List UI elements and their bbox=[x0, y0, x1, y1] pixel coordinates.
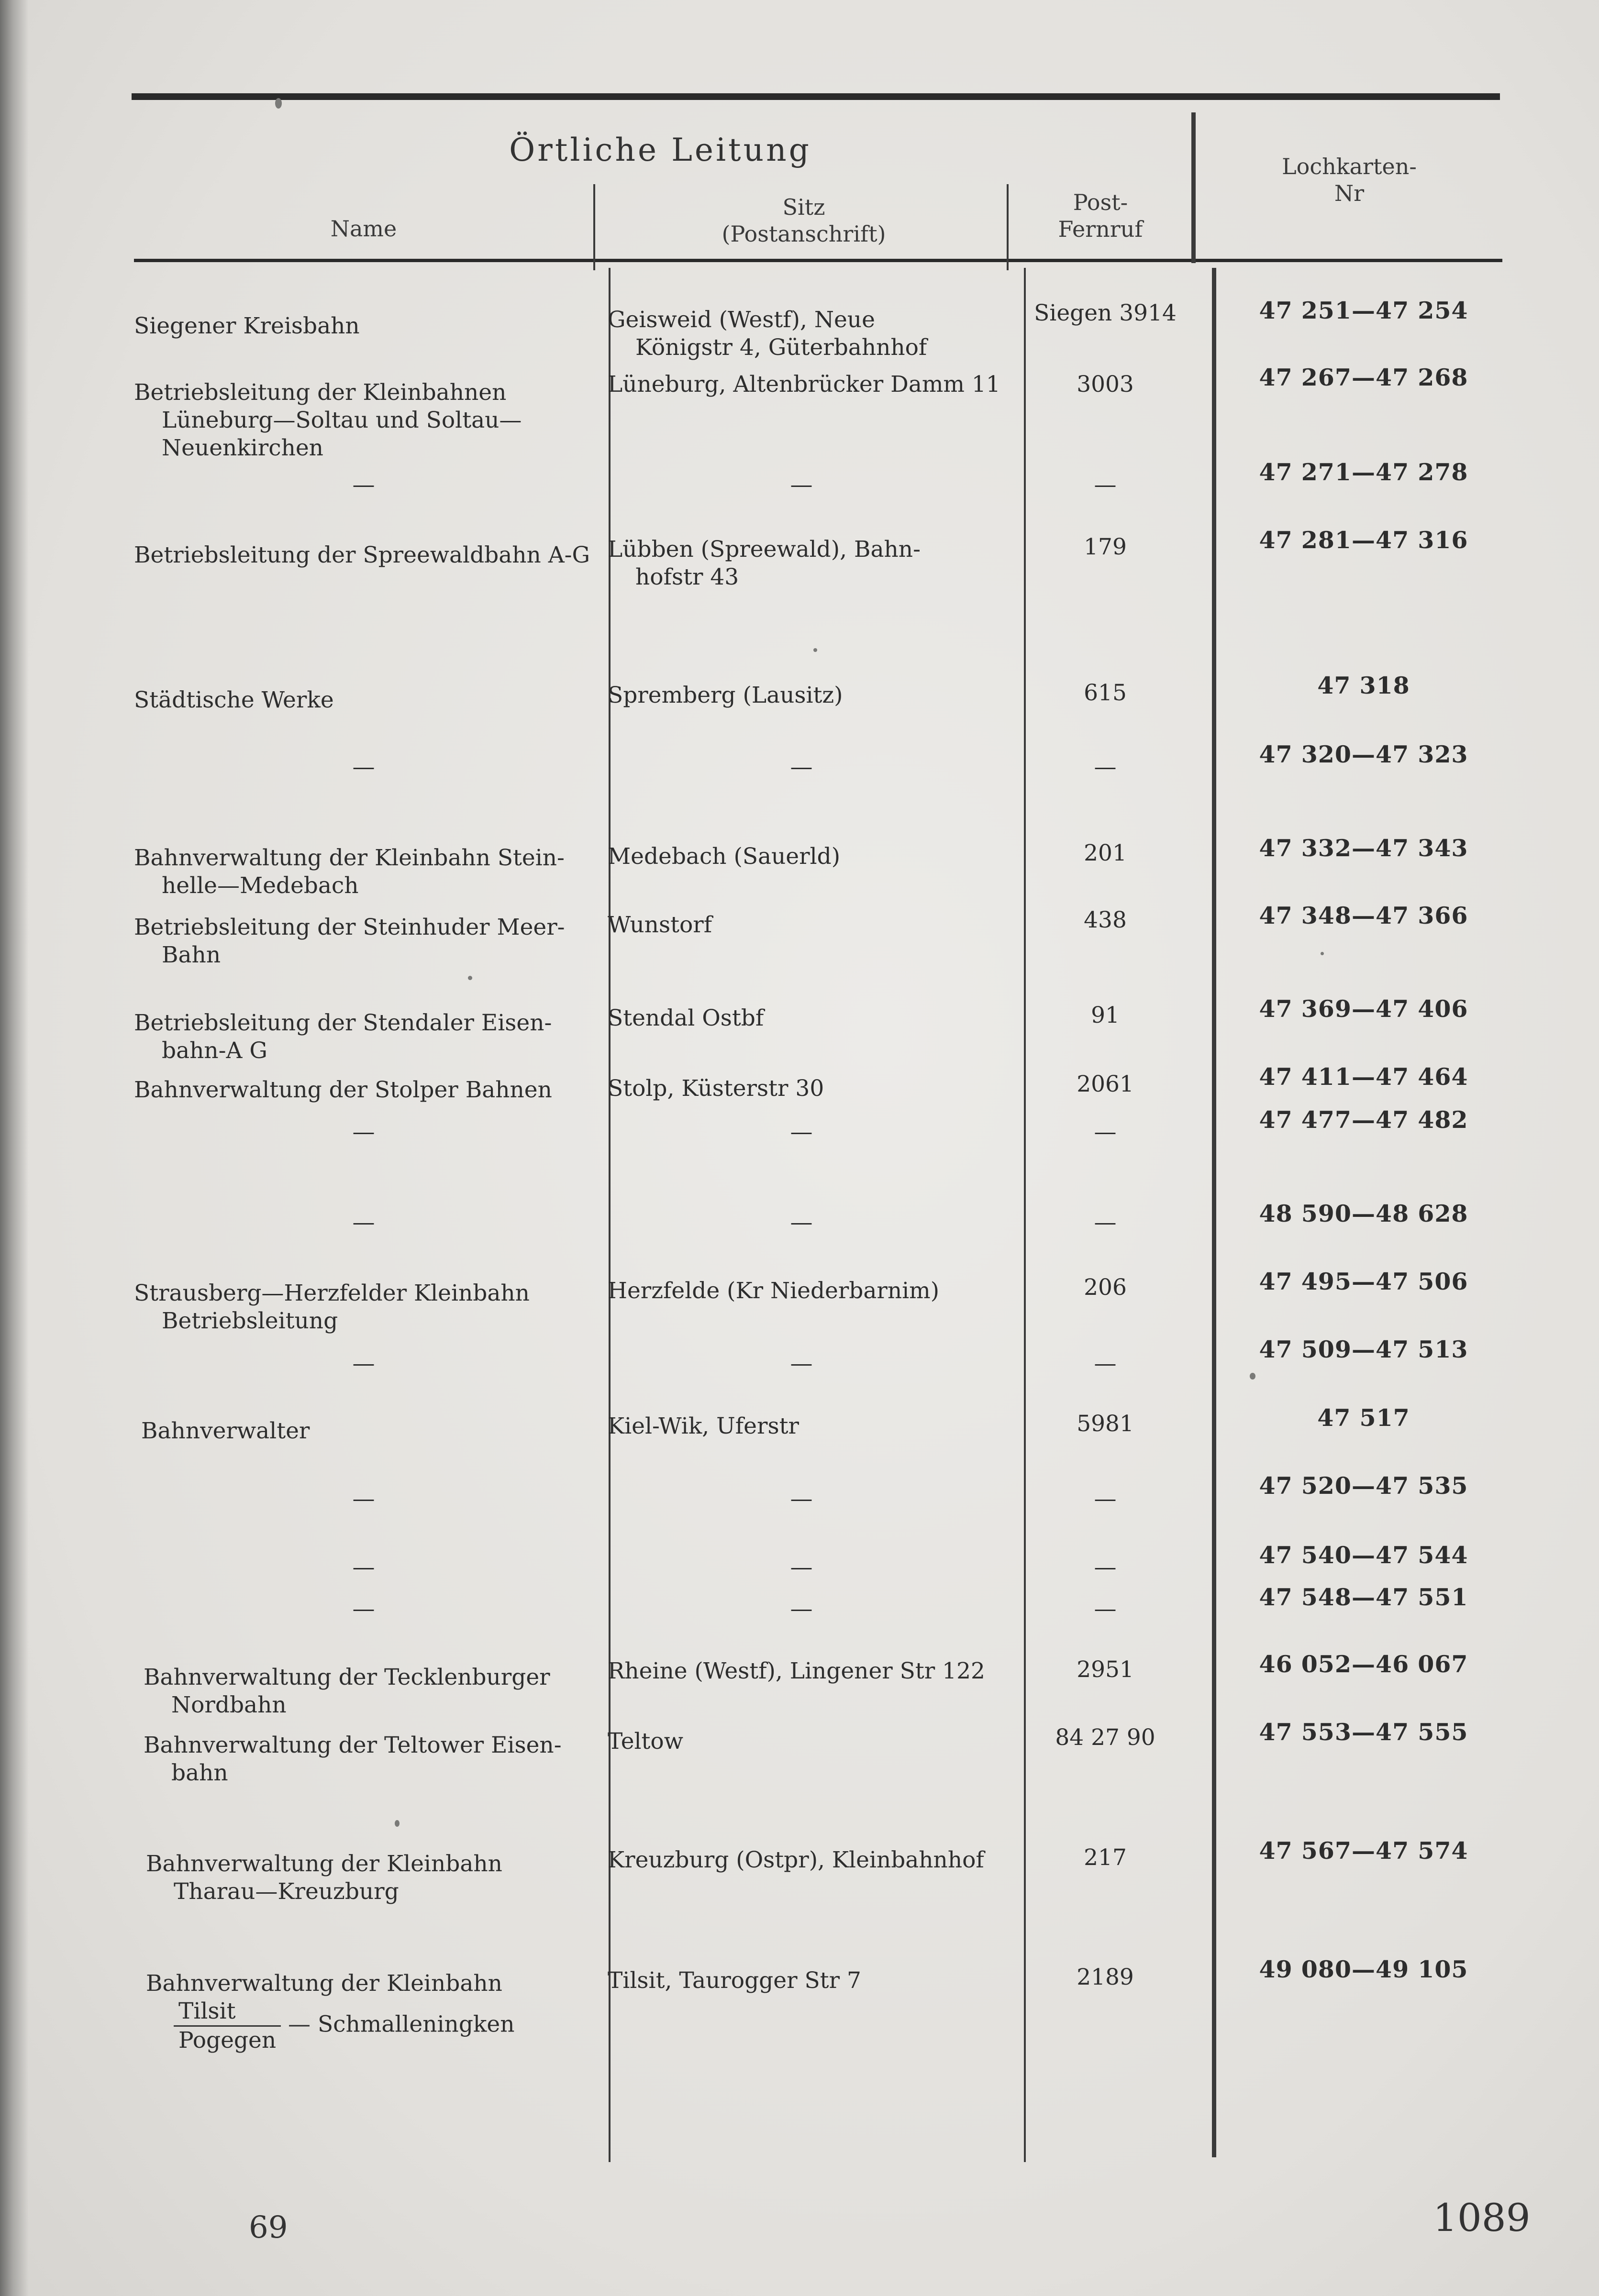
row-20-ruf: 217 bbox=[1084, 1844, 1127, 1871]
row-18-ruf: 2951 bbox=[1077, 1656, 1134, 1683]
row-0-sitz: Geisweid (Westf), Neue Königstr 4, Güterbahnhof bbox=[608, 307, 927, 361]
row-3-ruf: 179 bbox=[1084, 534, 1127, 560]
paper-speck bbox=[1250, 1373, 1255, 1380]
row-11-name: — bbox=[352, 1209, 375, 1236]
row-4-name: Städtische Werke bbox=[134, 687, 334, 713]
row-9-nr: 47 411—47 464 bbox=[1259, 1063, 1468, 1091]
row-16-nr: 47 540—47 544 bbox=[1259, 1541, 1468, 1569]
paper-speck bbox=[813, 648, 817, 652]
paper-speck bbox=[468, 976, 472, 980]
row-14-nr: 47 517 bbox=[1317, 1404, 1410, 1432]
row-9-ruf: 2061 bbox=[1077, 1071, 1134, 1097]
row-21-nr: 49 080—49 105 bbox=[1259, 1955, 1468, 1983]
paper-speck bbox=[395, 1820, 400, 1827]
row-17-sitz: — bbox=[790, 1596, 813, 1622]
row-5-nr: 47 320—47 323 bbox=[1259, 740, 1468, 768]
row-1-nr: 47 267—47 268 bbox=[1259, 364, 1468, 391]
row-8-ruf: 91 bbox=[1091, 1002, 1120, 1028]
top-rule bbox=[132, 93, 1500, 100]
station-fraction: $\frac{\text{Tilsit}}{\text{Pogegen}}$ bbox=[174, 1998, 281, 2054]
row-17-ruf: — bbox=[1094, 1596, 1117, 1622]
row-13-sitz: — bbox=[790, 1350, 813, 1377]
row-4-ruf: 615 bbox=[1084, 680, 1127, 706]
row-2-nr: 47 271—47 278 bbox=[1259, 458, 1468, 486]
row-19-sitz: Teltow bbox=[608, 1728, 683, 1755]
rule-sitz-ruf bbox=[1007, 184, 1009, 270]
row-9-name: Bahnverwaltung der Stolper Bahnen bbox=[134, 1077, 552, 1103]
row-8-nr: 47 369—47 406 bbox=[1259, 995, 1468, 1023]
row-5-name: — bbox=[352, 754, 375, 780]
row-13-ruf: — bbox=[1094, 1350, 1117, 1377]
row-18-sitz: Rheine (Westf), Lingener Str 122 bbox=[608, 1658, 985, 1684]
row-12-name: Strausberg—Herzfelder Kleinbahn Betriebsleitung bbox=[134, 1280, 530, 1334]
row-3-sitz: Lübben (Spreewald), Bahn- hofstr 43 bbox=[608, 536, 921, 590]
row-21-ruf: 2189 bbox=[1077, 1964, 1134, 1990]
row-2-sitz: — bbox=[790, 472, 813, 498]
row-6-name: Bahnverwaltung der Kleinbahn Stein- helle—Medebach bbox=[134, 845, 565, 899]
row-11-nr: 48 590—48 628 bbox=[1259, 1200, 1468, 1227]
row-8-name: Betriebsleitung der Stendaler Eisen- bahn-A G bbox=[134, 1010, 552, 1064]
row-16-sitz: — bbox=[790, 1554, 813, 1580]
row-11-ruf: — bbox=[1094, 1209, 1117, 1236]
row-18-nr: 46 052—46 067 bbox=[1259, 1650, 1468, 1678]
row-15-nr: 47 520—47 535 bbox=[1259, 1472, 1468, 1500]
row-5-ruf: — bbox=[1094, 754, 1117, 780]
row-14-ruf: 5981 bbox=[1077, 1411, 1134, 1437]
header-group-title: Örtliche Leitung bbox=[509, 132, 811, 168]
row-2-ruf: — bbox=[1094, 472, 1117, 498]
row-21-name: Bahnverwaltung der Kleinbahn $\frac{\text{Tilsit}}{\text{Pogegen}}$ — Schmalleningken bbox=[146, 1970, 596, 2054]
row-14-name: Bahnverwalter bbox=[141, 1418, 310, 1444]
station-fraction-line: $\frac{\text{Tilsit}}{\text{Pogegen}}$ — Schmalleningken bbox=[146, 1998, 596, 2054]
row-3-name: Betriebsleitung der Spreewaldbahn A-G bbox=[134, 542, 590, 568]
paper-speck bbox=[1321, 952, 1324, 955]
row-14-sitz: Kiel-Wik, Uferstr bbox=[608, 1413, 799, 1439]
row-16-name: — bbox=[352, 1554, 375, 1580]
row-2-name: — bbox=[352, 472, 375, 498]
row-15-sitz: — bbox=[790, 1486, 813, 1512]
row-9-sitz: Stolp, Küsterstr 30 bbox=[608, 1075, 824, 1102]
header-ruf: Post- Fernruf bbox=[1058, 189, 1143, 242]
row-0-nr: 47 251—47 254 bbox=[1259, 297, 1468, 324]
row-6-nr: 47 332—47 343 bbox=[1259, 834, 1468, 862]
row-4-sitz: Spremberg (Lausitz) bbox=[608, 682, 843, 708]
row-19-name: Bahnverwaltung der Teltower Eisen- bahn bbox=[144, 1732, 562, 1786]
row-21-sitz: Tilsit, Taurogger Str 7 bbox=[608, 1967, 861, 1994]
row-15-ruf: — bbox=[1094, 1486, 1117, 1512]
row-11-sitz: — bbox=[790, 1209, 813, 1236]
row-3-nr: 47 281—47 316 bbox=[1259, 526, 1468, 554]
row-6-ruf: 201 bbox=[1084, 840, 1127, 866]
row-1-ruf: 3003 bbox=[1077, 371, 1134, 397]
row-0-name: Siegener Kreisbahn bbox=[134, 313, 360, 339]
row-12-sitz: Herzfelde (Kr Niederbarnim) bbox=[608, 1278, 940, 1304]
row-6-sitz: Medebach (Sauerld) bbox=[608, 843, 841, 870]
header-sitz: Sitz (Postanschrift) bbox=[722, 194, 886, 247]
paper-speck bbox=[275, 98, 282, 109]
row-17-nr: 47 548—47 551 bbox=[1259, 1583, 1468, 1611]
header-name: Name bbox=[330, 216, 397, 242]
row-12-nr: 47 495—47 506 bbox=[1259, 1268, 1468, 1295]
row-13-nr: 47 509—47 513 bbox=[1259, 1336, 1468, 1363]
row-0-ruf: Siegen 3914 bbox=[1034, 300, 1177, 326]
row-7-ruf: 438 bbox=[1084, 907, 1127, 933]
row-20-nr: 47 567—47 574 bbox=[1259, 1837, 1468, 1865]
row-20-name: Bahnverwaltung der Kleinbahn Tharau—Kreuzburg bbox=[146, 1851, 502, 1905]
row-12-ruf: 206 bbox=[1084, 1274, 1127, 1301]
row-8-sitz: Stendal Ostbf bbox=[608, 1005, 764, 1031]
row-10-name: — bbox=[352, 1119, 375, 1145]
page-number-right: 1089 bbox=[1433, 2196, 1531, 2240]
row-16-ruf: — bbox=[1094, 1554, 1117, 1580]
row-10-nr: 47 477—47 482 bbox=[1259, 1106, 1468, 1134]
header-nr: Lochkarten- Nr bbox=[1282, 154, 1417, 206]
row-13-name: — bbox=[352, 1350, 375, 1377]
rule-name-sitz bbox=[593, 184, 595, 270]
rule-ruf-nr bbox=[1191, 112, 1196, 263]
row-15-name: — bbox=[352, 1486, 375, 1512]
row-7-sitz: Wunstorf bbox=[608, 912, 712, 938]
row-17-name: — bbox=[352, 1596, 375, 1622]
row-10-ruf: — bbox=[1094, 1119, 1117, 1145]
row-7-name: Betriebsleitung der Steinhuder Meer- Bahn bbox=[134, 914, 565, 968]
row-1-name: Betriebsleitung der Kleinbahnen Lüneburg—Soltau und Soltau— Neuenkirchen bbox=[134, 379, 522, 461]
page-number-left: 69 bbox=[249, 2210, 288, 2245]
row-20-sitz: Kreuzburg (Ostpr), Kleinbahnhof bbox=[608, 1847, 984, 1873]
row-10-sitz: — bbox=[790, 1119, 813, 1145]
row-18-name: Bahnverwaltung der Tecklenburger Nordbahn bbox=[144, 1664, 550, 1718]
header-bottom-rule bbox=[134, 259, 1502, 262]
page-binding-shadow bbox=[0, 0, 29, 2296]
row-19-nr: 47 553—47 555 bbox=[1259, 1718, 1468, 1746]
row-5-sitz: — bbox=[790, 754, 813, 780]
row-7-nr: 47 348—47 366 bbox=[1259, 902, 1468, 929]
row-4-nr: 47 318 bbox=[1317, 672, 1410, 699]
row-19-ruf: 84 27 90 bbox=[1055, 1724, 1155, 1751]
row-1-sitz: Lüneburg, Altenbrücker Damm 11 bbox=[608, 371, 1000, 397]
